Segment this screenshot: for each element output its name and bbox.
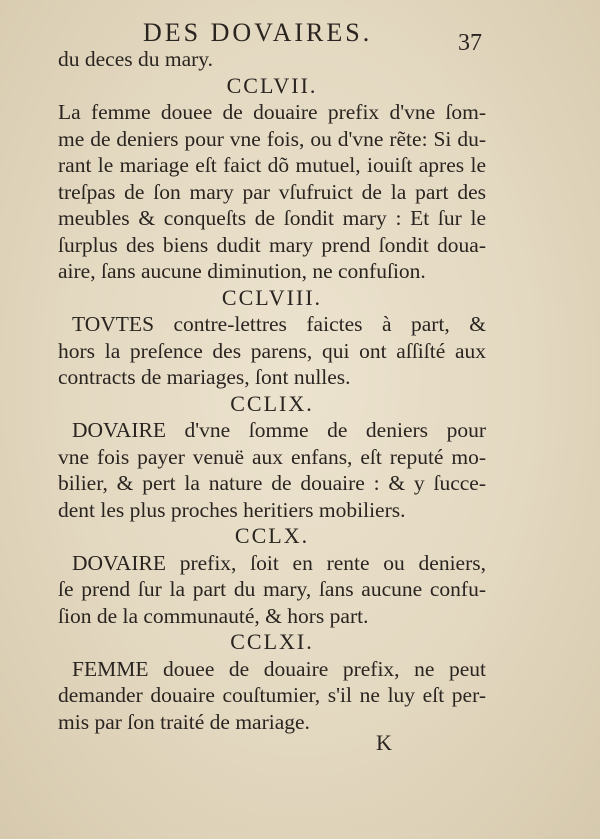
text-line: hors la preſence des parens, qui ont aſſiſté aux	[58, 338, 486, 363]
text-line: contracts de mariages, ſont nulles.	[58, 365, 351, 389]
text-line: La femme douee de douaire prefix d'vne ſom-	[58, 100, 486, 124]
article-number-heading: CCLX.	[234, 523, 310, 548]
running-title: DES DOVAIRES.	[143, 18, 373, 47]
text-line: treſpas de ſon mary par vſufruict de la part des	[58, 179, 486, 204]
text-line: FEMME douee de douaire prefix, ne peut	[72, 656, 486, 681]
text-line: ſion de la communauté, & hors part.	[58, 603, 369, 628]
article-number-heading: CCLIX.	[230, 390, 314, 416]
text-line: ſurplus des biens dudit mary prend ſondit doua-	[58, 232, 486, 257]
page-number: 37	[458, 30, 482, 56]
signature-mark: K	[376, 730, 392, 755]
text-line: rant le mariage eſt faict dõ mutuel, iouiſt apres le	[58, 153, 486, 177]
article-number-heading: CCLVIII.	[221, 284, 323, 310]
text-block	[58, 46, 486, 735]
text-line: du deces du mary.	[58, 47, 214, 71]
text-line: mis par ſon traité de mariage.	[58, 709, 310, 734]
text-line: meubles & conqueſts de ſondit mary : Et ſur le	[58, 206, 486, 230]
text-line: vne fois payer venuë aux enfans, eſt reputé mo-	[58, 444, 486, 469]
text-line: DOVAIRE d'vne ſomme de deniers pour	[72, 418, 486, 442]
text-line: DOVAIRE prefix, ſoit en rente ou deniers,	[72, 550, 486, 575]
article-number-heading: CCLVII.	[226, 72, 318, 98]
text-line: TOVTES contre-lettres faictes à part, &	[72, 312, 486, 336]
text-line: dent les plus proches heritiers mobiliers.	[58, 497, 406, 522]
article-number-heading: CCLXI.	[230, 629, 314, 654]
text-line: demander douaire couſtumier, s'il ne luy eſt per-	[58, 683, 486, 707]
text-line: me de deniers pour vne fois, ou d'vne rẽte: Si du-	[58, 126, 486, 151]
text-line: ſe prend ſur la part du mary, ſans aucune confu-	[58, 577, 486, 601]
text-line: aire, ſans aucune diminution, ne confuſion.	[58, 259, 426, 283]
text-line: bilier, & pert la nature de douaire : & y ſucce-	[58, 471, 486, 495]
